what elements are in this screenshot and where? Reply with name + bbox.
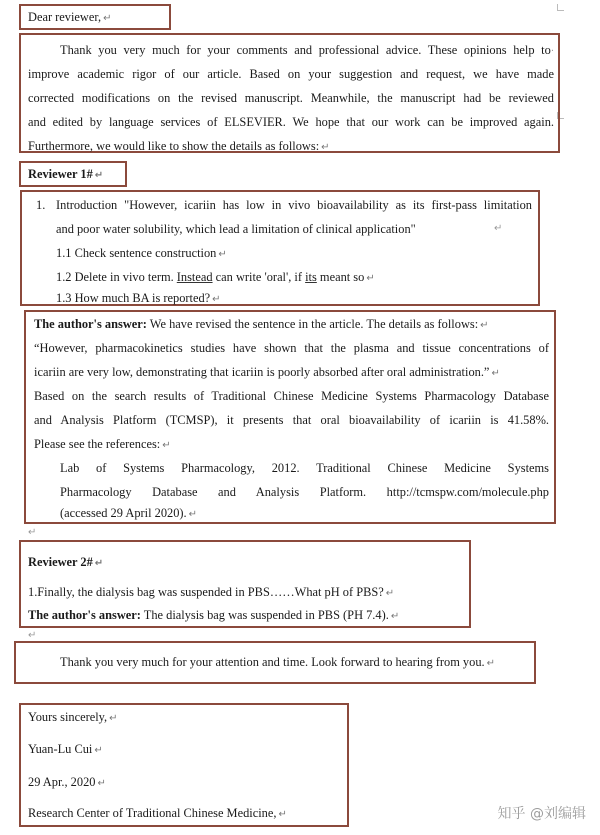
paragraph-mark: ↵ <box>366 273 375 284</box>
answer-line: icariin are very low, demonstrating that icariin is poorly absorbed after oral administration.” ↵ <box>34 365 500 379</box>
intro-line: improve academic rigor of our article. Based on your suggestion and request, we have made <box>28 67 554 81</box>
greeting-text: Dear reviewer, <box>28 10 102 24</box>
closing: Yours sincerely, ↵ <box>28 710 118 724</box>
reference-line: Pharmacology Database and Analysis Platform. http://tcmspw.com/molecule.php <box>60 485 549 499</box>
intro-line: Thank you very much for your comments and professional advice. These opinions help to· <box>60 43 554 57</box>
paragraph-mark: ↵ <box>212 294 221 305</box>
paragraph-mark: ↵ <box>321 142 330 153</box>
paragraph-mark: ↵ <box>28 630 37 641</box>
answer-line: The author's answer: We have revised the sentence in the article. The details as follows: ↵ <box>34 317 489 331</box>
paragraph-mark: ↵ <box>486 658 495 669</box>
reviewer2-answer: The author's answer: The dialysis bag was suspended in PBS (PH 7.4). ↵ <box>28 608 400 622</box>
reference-line: (accessed 29 April 2020). ↵ <box>60 506 198 520</box>
paragraph-mark: ↵ <box>218 249 227 260</box>
paragraph-mark: ↵ <box>103 13 112 24</box>
page-corner-mark <box>557 4 564 11</box>
answer-line: Please see the references: ↵ <box>34 437 171 451</box>
answer-line: “However, pharmacokinetics studies have shown that the plasma and tissue concentrations of <box>34 341 549 355</box>
comment-line: and poor water solubility, which lead a limitation of clinical application" <box>56 222 416 236</box>
paragraph-mark: ↵ <box>385 588 395 599</box>
paragraph-mark: ↵ <box>94 170 104 181</box>
affiliation: Research Center of Traditional Chinese Medicine, ↵ <box>28 806 287 820</box>
answer-label: The author's answer: <box>34 317 147 331</box>
paragraph-mark: ↵ <box>28 527 37 538</box>
answer-line: Based on the search results of Traditional Chinese Medicine Systems Pharmacology Database <box>34 389 549 403</box>
paragraph-mark: ↵ <box>109 713 118 724</box>
paragraph-mark: ↵ <box>491 368 500 379</box>
paragraph-mark: ↵ <box>480 320 489 331</box>
answer-label: The author's answer: <box>28 608 141 622</box>
paragraph-mark: ↵ <box>390 611 400 622</box>
author-name: Yuan-Lu Cui ↵ <box>28 742 103 756</box>
letter-date: 29 Apr., 2020 ↵ <box>28 775 106 789</box>
intro-line: corrected modifications on the revised manuscript. Meanwhile, the manuscript had be reviewed <box>28 91 554 105</box>
tab-arrow: · <box>550 46 554 57</box>
paragraph-mark: ↵ <box>188 509 198 520</box>
comment-number: 1. <box>36 198 46 212</box>
paragraph-mark: ↵ <box>97 778 106 789</box>
answer-line: and Analysis Platform (TCMSP), it presents that oral bioavailability of icariin is 41.58%. <box>34 413 549 427</box>
comment-line: Introduction "However, icariin has low in vivo bioavailability as its first-pass limitation <box>56 198 532 212</box>
intro-line: Furthermore, we would like to show the details as follows: ↵ <box>28 139 330 153</box>
reference-line: Lab of Systems Pharmacology, 2012. Traditional Chinese Medicine Systems <box>60 461 549 475</box>
reviewer2-heading: Reviewer 2# ↵ <box>28 555 104 569</box>
watermark: 知乎 @刘编辑 <box>497 806 586 822</box>
paragraph-mark: ↵ <box>94 745 103 756</box>
thanks-text: Thank you very much for your attention and time. Look forward to hearing from you. ↵ <box>60 655 495 669</box>
comment-sub-item: 1.2 Delete in vivo term. Instead can write 'oral', if its meant so ↵ <box>56 270 375 284</box>
comment-sub-item: 1.3 How much BA is reported? ↵ <box>56 291 221 305</box>
paragraph-mark: ↵ <box>494 223 503 234</box>
reviewer2-comment: 1.Finally, the dialysis bag was suspended in PBS……What pH of PBS? ↵ <box>28 585 395 599</box>
comment-sub-item: 1.1 Check sentence construction ↵ <box>56 246 227 260</box>
paragraph-mark: ↵ <box>278 809 287 820</box>
reviewer1-heading: Reviewer 1# ↵ <box>28 167 104 181</box>
greeting <box>28 9 112 27</box>
paragraph-mark: ↵ <box>162 440 171 451</box>
paragraph-mark: ↵ <box>94 558 104 569</box>
intro-line: and edited by language services of ELSEVIER. We hope that our work can be improved again. <box>28 115 554 129</box>
